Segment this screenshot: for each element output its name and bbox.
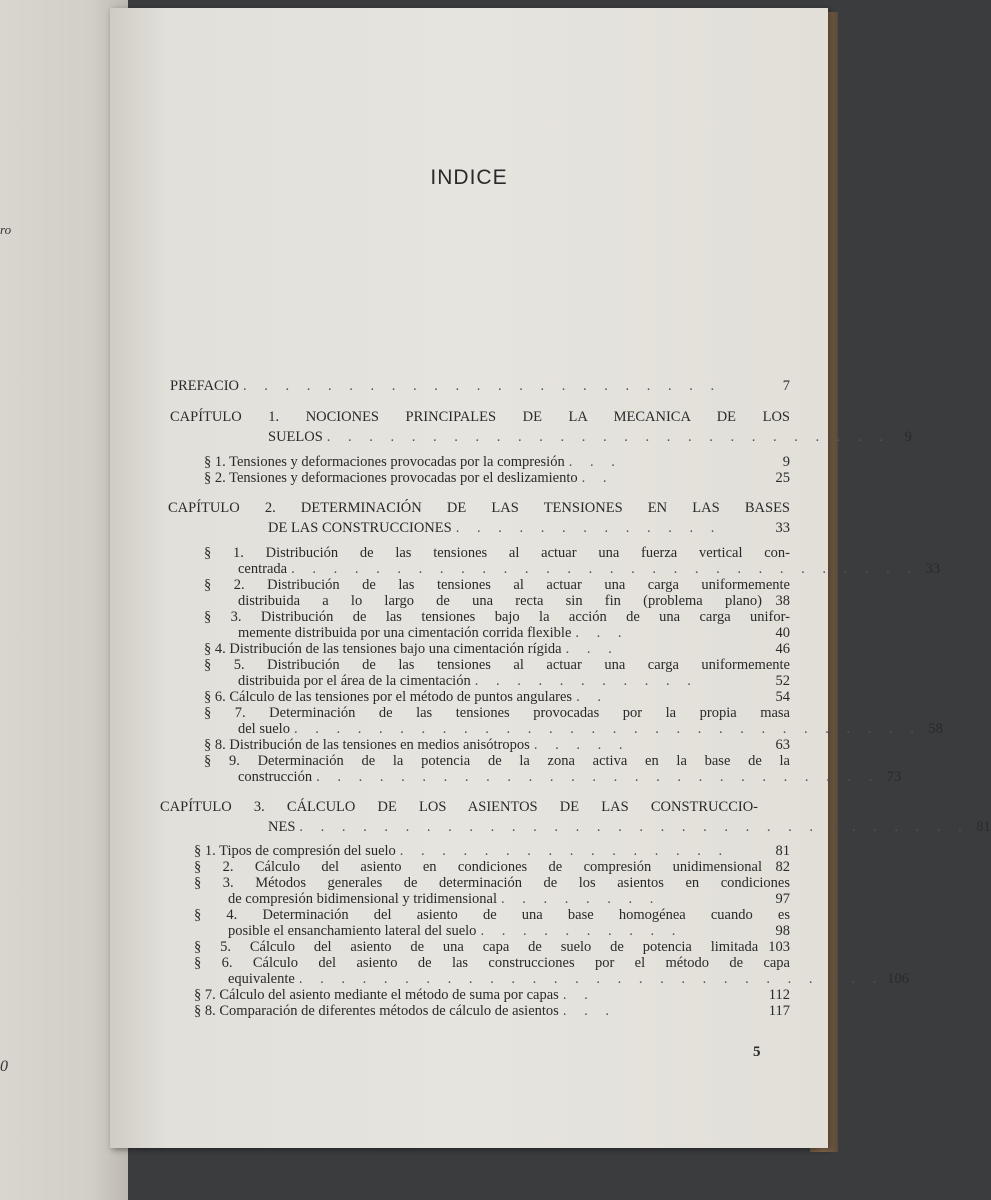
toc-entry-title: § 1. Tipos de compresión del suelo (194, 843, 396, 859)
toc-entry (204, 737, 790, 753)
toc-leader-dots: . . (581, 470, 614, 486)
toc-page-number: 9 (904, 429, 912, 445)
toc-entry-title: § 7. Determinación de las tensiones provocadas por la propia masa (204, 705, 790, 721)
toc-entry-title: § 2. Cálculo del asiento en condiciones de compresión unidimensional (194, 859, 762, 875)
toc-page-number: 40 (775, 625, 790, 641)
toc-entry (170, 378, 790, 394)
toc-entry (204, 689, 790, 705)
toc-entry-title: CAPÍTULO 1. NOCIONES PRINCIPALES DE LA MECANICA DE LOS (170, 409, 790, 425)
toc-entry-title: PREFACIO (170, 378, 240, 394)
toc-leader-dots: . . . . . . . . . . . . . . . . . . . . . . . . . . . (316, 769, 880, 785)
toc-entry (194, 939, 790, 955)
toc-entry-title: § 3. Métodos generales de determinación de los asientos en condiciones (194, 875, 790, 891)
toc-entry (204, 657, 790, 673)
toc-entry (238, 721, 943, 737)
toc-leader-dots: . . (576, 689, 608, 705)
toc-entry-title: de compresión bidimensional y tridimensional (228, 891, 498, 907)
toc-entry-title: SUELOS (268, 429, 323, 445)
page-title: INDICE (430, 166, 508, 189)
toc-leader-dots: . . . . . . . . . . . . . . . . (399, 843, 730, 859)
toc-page-number: 73 (886, 769, 902, 785)
toc-leader-dots: . . . . . (533, 737, 630, 753)
toc-leader-dots: . . . . . . . . . . (480, 923, 683, 939)
toc-entry-title: DE LAS CONSTRUCCIONES (268, 520, 452, 536)
toc-entry (194, 875, 790, 891)
toc-leader-dots: . . . . . . . . . . . . . (455, 520, 722, 536)
toc-entry-title: § 5. Cálculo del asiento de una capa de suelo de potencia limitada (194, 939, 759, 955)
toc-entry-title: § 8. Distribución de las tensiones en medios anisótropos (204, 737, 530, 753)
toc-entry (204, 609, 790, 625)
toc-page-number: 82 (775, 859, 790, 875)
toc-leader-dots: . . . (565, 641, 619, 657)
toc-entry-title: § 5. Distribución de las tensiones al actuar una carga uniformemente (204, 657, 790, 673)
toc-page-number: 33 (925, 561, 940, 577)
toc-entry-title: posible el ensanchamiento lateral del suelo (228, 923, 477, 939)
toc-entry-title: NES (268, 819, 296, 835)
toc-entry (228, 923, 790, 939)
toc-page-number: 52 (775, 673, 790, 689)
toc-entry-title: § 7. Cálculo del asiento mediante el método de suma por capas (194, 987, 559, 1003)
toc-entry (204, 641, 790, 657)
toc-entry (268, 520, 790, 536)
toc-leader-dots: . . . (575, 625, 629, 641)
toc-entry-title: del suelo (238, 721, 290, 737)
toc-leader-dots: . . . . . . . . . . . . . . . . . . . . . . . . . . . . (298, 971, 884, 987)
toc-entry (204, 753, 790, 769)
toc-leader-dots: . . . . . . . . . . . . . . . . . . . . . . . (243, 378, 722, 394)
toc-entry-title: distribuida a lo largo de una recta sin fin (problema plano) (238, 593, 762, 609)
toc-entry-title: § 1. Tensiones y deformaciones provocadas por la compresión (204, 454, 565, 470)
toc-entry (170, 409, 790, 425)
toc-entry (194, 907, 790, 923)
toc-page-number: 81 (976, 819, 991, 835)
toc-page-number: 7 (782, 378, 790, 394)
toc-entry-title: § 8. Comparación de diferentes métodos de cálculo de asientos (194, 1003, 559, 1019)
facing-page-text-fragment: 0 (0, 1058, 8, 1075)
toc-entry (204, 470, 790, 486)
toc-entry-title: § 6. Cálculo de las tensiones por el método de puntos angulares (204, 689, 573, 705)
toc-entry (194, 859, 790, 875)
toc-page-number: 63 (775, 737, 790, 753)
toc-entry-title: § 3. Distribución de las tensiones bajo la acción de una carga unifor- (204, 609, 790, 625)
toc-leader-dots: . . . . . . . . . . . . . . . . . . . . . . . . . . . . . . (291, 561, 918, 577)
toc-entry-title: § 6. Cálculo del asiento de las construcciones por el método de capa (194, 955, 790, 971)
toc-leader-dots: . . (562, 987, 595, 1003)
toc-leader-dots: . . . . . . . . . . . (474, 673, 698, 689)
toc-entry (238, 593, 790, 609)
facing-page-text-fragment: ro (0, 222, 12, 237)
toc-entry (160, 799, 758, 815)
toc-entry-title: § 9. Determinación de la potencia de la zona activa en la base de la (204, 753, 790, 769)
toc-page-number: 33 (775, 520, 790, 536)
book-page (110, 8, 991, 1148)
toc-entry (168, 500, 790, 516)
toc-entry-title: § 2. Tensiones y deformaciones provocadas por el deslizamiento (204, 470, 578, 486)
toc-leader-dots: . . . (568, 454, 622, 470)
toc-leader-dots: . . . . . . . . (501, 891, 661, 907)
toc-page-number: 38 (775, 593, 790, 609)
toc-page-number: 9 (782, 454, 790, 470)
toc-entry (194, 987, 790, 1003)
toc-entry (228, 971, 909, 987)
toc-page-number: 97 (775, 891, 790, 907)
toc-leader-dots: . . . (562, 1003, 616, 1019)
toc-entry (268, 819, 991, 835)
toc-entry (268, 429, 912, 445)
toc-entry (194, 955, 790, 971)
toc-entry (238, 769, 902, 785)
toc-entry-title: construcción (238, 769, 313, 785)
toc-page-number: 112 (768, 987, 790, 1003)
toc-entry-title: § 1. Distribución de las tensiones al actuar una fuerza vertical con- (204, 545, 790, 561)
toc-entry-title: centrada (238, 561, 288, 577)
toc-entry (228, 891, 790, 907)
toc-entry (238, 561, 940, 577)
toc-entry-title: equivalente (228, 971, 295, 987)
facing-page (0, 0, 128, 1200)
toc-page-number: 46 (775, 641, 790, 657)
toc-entry-title: § 2. Distribución de las tensiones al actuar una carga uniformemente (204, 577, 790, 593)
toc-page-number: 98 (775, 923, 790, 939)
toc-entry-title: CAPÍTULO 2. DETERMINACIÓN DE LAS TENSIONES EN LAS BASES (168, 500, 790, 516)
toc-entry (204, 545, 790, 561)
toc-leader-dots: . . . . . . . . . . . . . . . . . . . . . . . . . . . . . . (293, 721, 921, 737)
toc-page-number: 117 (768, 1003, 790, 1019)
toc-entry (194, 1003, 790, 1019)
toc-page-number: 103 (768, 939, 790, 955)
toc-leader-dots: . . . . . . . . . . . . . . . . . . . . . . . . . . . . . . . . (299, 819, 969, 835)
toc-entry (204, 705, 790, 721)
toc-leader-dots: . . . . . . . . . . . . . . . . . . . . . . . . . . . (326, 429, 890, 445)
toc-entry-title: memente distribuida por una cimentación corrida flexible (238, 625, 572, 641)
toc-page-number: 106 (887, 971, 909, 987)
toc-entry-title: distribuida por el área de la cimentación (238, 673, 471, 689)
toc-entry (194, 843, 790, 859)
toc-entry (204, 454, 790, 470)
toc-entry (238, 673, 790, 689)
toc-entry (238, 625, 790, 641)
toc-page-number: 25 (775, 470, 790, 486)
toc-page-number: 54 (775, 689, 790, 705)
toc-entry-title: CAPÍTULO 3. CÁLCULO DE LOS ASIENTOS DE LAS CONSTRUCCIO- (160, 799, 758, 815)
toc-entry-title: § 4. Distribución de las tensiones bajo una cimentación rígida (204, 641, 562, 657)
toc-page-number: 58 (928, 721, 943, 737)
page-number: 5 (753, 1044, 761, 1060)
toc-entry-title: § 4. Determinación del asiento de una base homogénea cuando es (194, 907, 790, 923)
toc-entry (204, 577, 790, 593)
toc-page-number: 81 (775, 843, 790, 859)
